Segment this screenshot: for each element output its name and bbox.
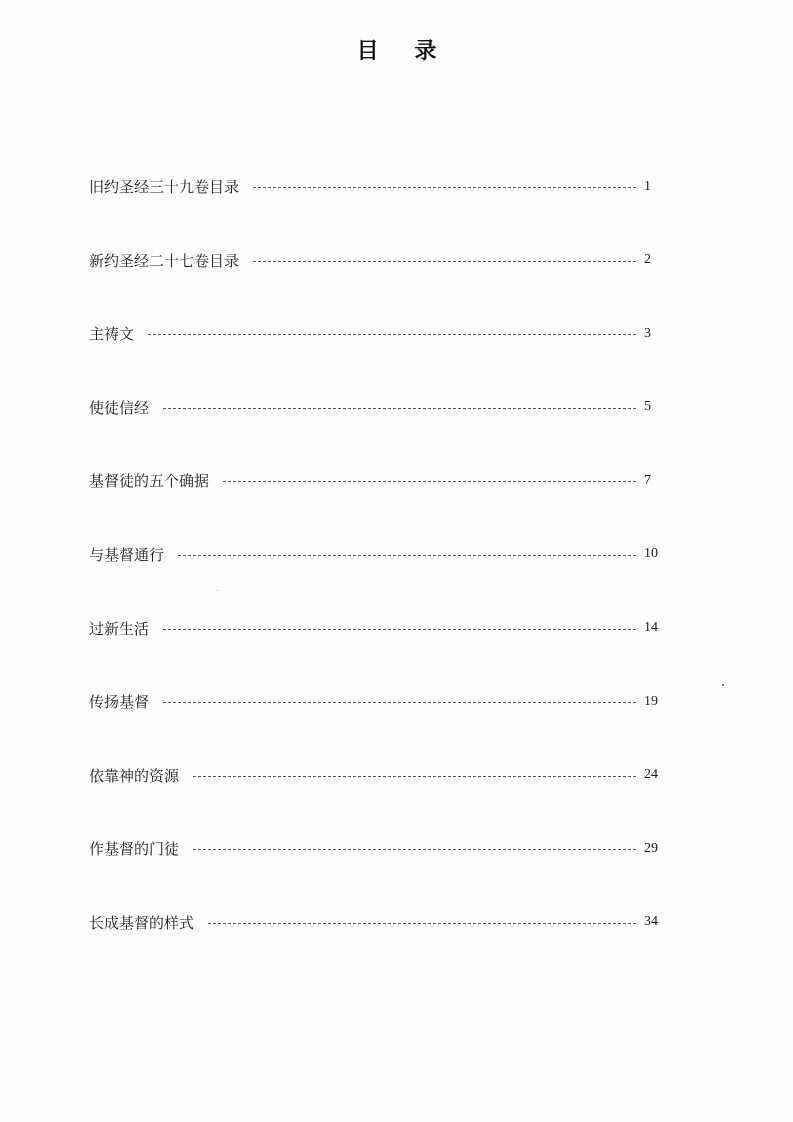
toc-entry-title: 主祷文 (89, 325, 135, 344)
dot-leader (193, 776, 636, 777)
dot-leader (208, 923, 636, 924)
dot-leader (193, 849, 636, 850)
toc-entry (89, 614, 674, 643)
toc-entry-title: 作基督的门徒 (89, 840, 180, 859)
toc-entry-page: 7 (644, 472, 651, 488)
toc-entry-page: 29 (644, 840, 658, 856)
toc-entry-title: 依靠神的资源 (89, 766, 180, 785)
toc-entry-page: 1 (644, 178, 651, 194)
toc-entry-title: 旧约圣经三十九卷目录 (89, 178, 240, 196)
dot-leader (163, 408, 636, 409)
scan-speck (722, 684, 724, 686)
toc-entry-title: 使徒信经 (89, 398, 150, 417)
toc-entry (89, 172, 674, 201)
toc-entry (89, 246, 674, 275)
toc-entry-page: 10 (644, 546, 658, 562)
toc-entry-title: 基督徒的五个确据 (89, 472, 210, 491)
toc-entry-title: 过新生活 (89, 619, 150, 638)
toc-entry (89, 687, 674, 716)
toc-entry (89, 834, 674, 863)
toc-entry-title: 与基督通行 (89, 545, 165, 564)
table-of-contents (89, 172, 674, 982)
page-title: 目 录 (356, 39, 451, 64)
toc-entry-title: 长成基督的样式 (89, 913, 195, 932)
dot-leader (148, 334, 636, 335)
toc-entry-page: 24 (644, 767, 658, 783)
toc-entry-title: 新约圣经二十七卷目录 (89, 251, 240, 270)
toc-entry-page: 19 (644, 693, 658, 709)
toc-entry-page: 5 (644, 399, 651, 415)
scan-speck (217, 590, 218, 591)
toc-entry (89, 540, 674, 569)
dot-leader (178, 555, 636, 556)
toc-entry-page: 14 (644, 620, 658, 636)
toc-entry (89, 466, 674, 495)
toc-entry (89, 393, 674, 422)
toc-entry-page: 3 (644, 325, 651, 341)
toc-entry (89, 319, 674, 348)
toc-entry (89, 761, 674, 790)
dot-leader (163, 629, 636, 630)
dot-leader (253, 261, 636, 262)
toc-entry-title: 传扬基督 (89, 693, 150, 712)
toc-entry (89, 908, 674, 937)
toc-entry-page: 2 (644, 252, 651, 268)
dot-leader (253, 187, 636, 188)
dot-leader (163, 702, 636, 703)
toc-entry-page: 34 (644, 914, 658, 930)
dot-leader (223, 481, 636, 482)
